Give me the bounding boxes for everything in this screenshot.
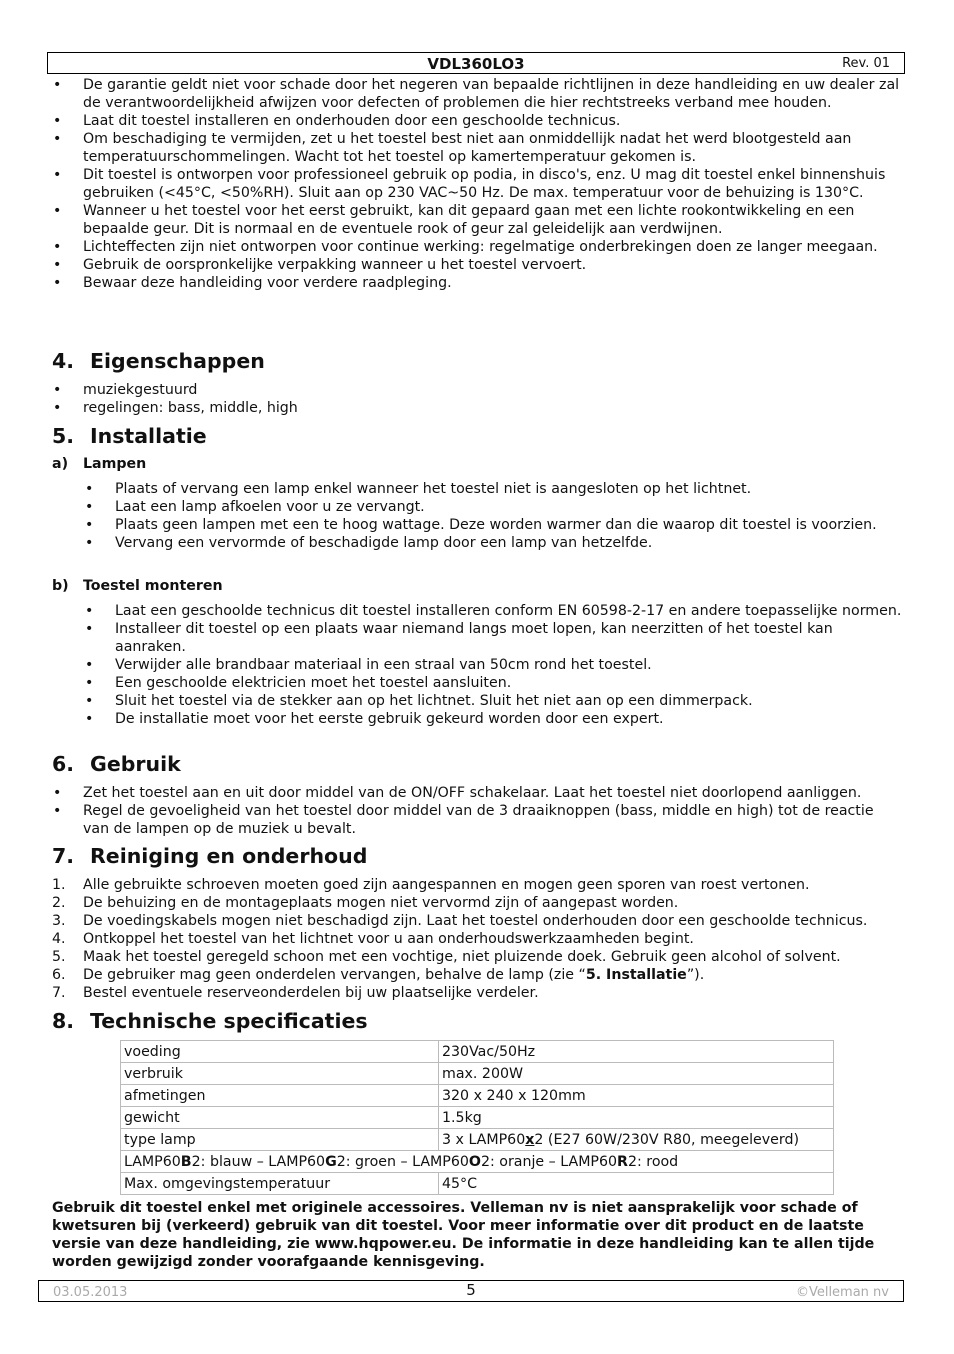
page-number: 5 [466,1281,476,1299]
list-item: • De garantie geldt niet voor schade door het negeren van bepaalde richtlijnen in deze handleiding en uw dealer zal de verantwoordelijkheid afwijzen voor defecten of problemen die hier rechtstreeks verband mee houden. [52,76,902,112]
list-item: 3. De voedingskabels mogen niet beschadigd zijn. Laat het toestel onderhouden door een geschoolde technicus. [52,913,868,929]
spec-key: gewicht [121,1107,439,1129]
list-item: • regelingen: bass, middle, high [52,399,902,417]
list-item: 4. Ontkoppel het toestel van het lichtnet voor u aan onderhoudswerkzaamheden begint. [52,931,694,947]
page-header [47,52,905,74]
revision: Rev. 01 [842,56,890,71]
features-list [52,381,902,417]
list-item: • Bewaar deze handleiding voor verdere raadpleging. [52,274,902,292]
list-item: • Om beschadiging te vermijden, zet u het toestel best niet aan onmiddellijk nadat het werd blootgesteld aan temperatuurschommelingen. Wacht tot het toestel op kamertemperatuur gekomen is. [52,130,902,166]
list-item: • Verwijder alle brandbaar materiaal in een straal van 50cm rond het toestel. [84,656,904,674]
lamp-colors-segment: B [180,1153,192,1170]
list-item: • Installeer dit toestel op een plaats waar niemand langs moet lopen, kan neerzitten of het toestel kan aanraken. [84,620,904,656]
usage-list [52,784,902,838]
lamp-colors-segment: 2: blauw – LAMP60 [191,1153,326,1170]
list-item: • Wanneer u het toestel voor het eerst gebruikt, kan dit gepaard gaan met een lichte rookontwikkeling en een bepaalde geur. Dit is normaal en de eventuele rook of geur zal geleidelijk aan verdwijnen. [52,202,902,238]
list-item: • De installatie moet voor het eerste gebruik gekeurd worden door een expert. [84,710,904,728]
section-8-heading: 8. Technische specificaties [52,1009,368,1033]
spec-key: afmetingen [121,1085,439,1107]
spec-key: Max. omgevingstemperatuur [121,1173,439,1195]
list-item: • Plaats of vervang een lamp enkel wanneer het toestel niet is aangesloten op het lichtnet. [84,480,904,498]
spec-key: verbruik [121,1063,439,1085]
list-item: 2. De behuizing en de montageplaats mogen niet vervormd zijn of aangepast worden. [52,895,679,911]
lamp-colors-line [121,1151,834,1173]
table-row [121,1063,834,1085]
section-4-heading: 4. Eigenschappen [52,349,265,373]
section-7-heading: 7. Reiniging en onderhoud [52,844,368,868]
table-row [121,1151,834,1173]
list-item: • Gebruik de oorspronkelijke verpakking wanneer u het toestel vervoert. [52,256,902,274]
spec-value: 45°C [439,1173,834,1195]
table-row [121,1107,834,1129]
list-item: • Een geschoolde elektricien moet het toestel aansluiten. [84,674,904,692]
maintenance-list [52,876,902,1002]
list-item: 5. Maak het toestel geregeld schoon met een vochtige, niet pluizende doek. Gebruik geen alcohol of solvent. [52,949,841,965]
section-6-heading: 6. Gebruik [52,752,181,776]
subsection-b-heading: b) Toestel monteren [52,578,223,594]
spec-value: 1.5kg [439,1107,834,1129]
list-item: • Regel de gevoeligheid van het toestel door middel van de 3 draaiknoppen (bass, middle en high) tot de reactie van de lampen op de muziek u bevalt. [52,802,902,838]
list-item: 1. Alle gebruikte schroeven moeten goed zijn aangespannen en mogen geen sporen van roest vertonen. [52,877,810,893]
list-item: • Laat dit toestel installeren en onderhouden door een geschoolde technicus. [52,112,902,130]
table-row [121,1129,834,1151]
list-item: • muziekgestuurd [52,381,902,399]
lamp-colors-segment: G [325,1153,337,1170]
page-footer [38,1280,904,1302]
lamp-colors-segment: R [617,1153,628,1170]
spec-value: max. 200W [439,1063,834,1085]
lamp-colors-segment: 2: groen – LAMP60 [336,1153,469,1170]
spec-value: 320 x 240 x 120mm [439,1085,834,1107]
list-item: • Sluit het toestel via de stekker aan op het lichtnet. Sluit het niet aan op een dimmerpack. [84,692,904,710]
list-item: • Lichteffecten zijn niet ontworpen voor continue werking: regelmatige onderbrekingen doen ze langer meegaan. [52,238,902,256]
lamp-colors-segment: 2: rood [627,1153,679,1170]
spec-key: type lamp [121,1129,439,1151]
table-row [121,1173,834,1195]
mounting-list [84,602,904,728]
copyright: ©Velleman nv [795,1285,889,1300]
intro-bullet-list [52,76,902,292]
lamp-colors-segment: O [468,1153,481,1170]
list-item: • Vervang een vervormde of beschadigde lamp door een lamp van hetzelfde. [84,534,904,552]
list-item: 6. De gebruiker mag geen onderdelen vervangen, behalve de lamp (zie “5. Installatie”). [52,967,705,983]
list-item: • Laat een geschoolde technicus dit toestel installeren conform EN 60598-2-17 en andere toepasselijke normen. [84,602,904,620]
spec-table [120,1040,834,1195]
list-item: • Laat een lamp afkoelen voor u ze vervangt. [84,498,904,516]
lamps-list [84,480,904,552]
spec-value: 3 x LAMP60x2 (E27 60W/230V R80, meegeleverd) [439,1129,834,1151]
spec-value: 230Vac/50Hz [439,1041,834,1063]
list-item: • Zet het toestel aan en uit door middel van de ON/OFF schakelaar. Laat het toestel niet doorlopend aanliggen. [52,784,902,802]
lamp-colors-segment: LAMP60 [124,1153,181,1170]
footer-date: 03.05.2013 [53,1285,128,1300]
table-row [121,1085,834,1107]
lamp-colors-segment: 2: oranje – LAMP60 [480,1153,618,1170]
subsection-a-heading: a) Lampen [52,456,147,472]
section-5-heading: 5. Installatie [52,424,207,448]
closing-notice: Gebruik dit toestel enkel met originele accessoires. Velleman nv is niet aansprakelijk voor schade of kwetsuren bij (verkeerd) gebruik van dit toestel. Voor meer informatie over dit product en de laatste versie van deze handleiding, zie www.hqpower.eu. De informatie in deze handleiding kan te allen tijde worden gewijzigd zonder voorafgaande kennisgeving. [52,1200,875,1270]
list-item: • Dit toestel is ontworpen voor professioneel gebruik op podia, in disco's, enz. U mag dit toestel enkel binnenshuis gebruiken (<45°C, <50%RH). Sluit aan op 230 VAC~50 Hz. De max. temperatuur voor de behuizing is 130°C. [52,166,902,202]
list-item: • Plaats geen lampen met een te hoog wattage. Deze worden warmer dan die waarop dit toestel is voorzien. [84,516,904,534]
model-number: VDL360LO3 [427,55,525,73]
list-item: 7. Bestel eventuele reserveonderdelen bij uw plaatselijke verdeler. [52,985,539,1001]
spec-key: voeding [121,1041,439,1063]
table-row [121,1041,834,1063]
